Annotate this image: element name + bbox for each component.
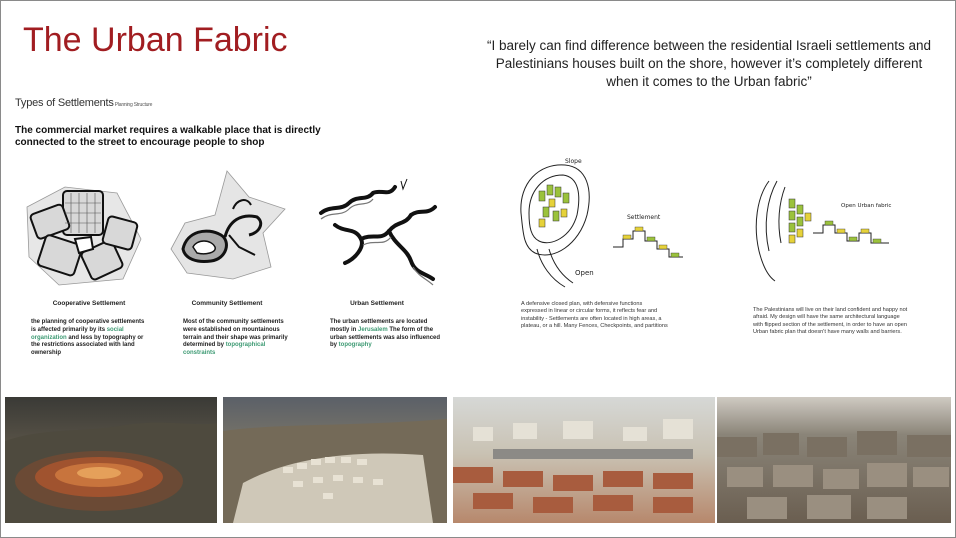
- text-part: The form of the urban settlements was also influenced by: [330, 326, 441, 349]
- settlement-description: [31, 319, 151, 358]
- text-part: the planning of cooperative settlements is affected primarily by its: [31, 319, 145, 333]
- dense-city-photo: [717, 397, 951, 523]
- highlight-text: topographical constraints: [183, 342, 266, 357]
- types-heading-main: Types of Settlements: [15, 97, 114, 109]
- sketch-description: A defensive closed plan, with defensive functions expressed in linear or circular forms, it reflects fear and instability - Settlements are often located in high areas, a plateau, or a hill. Many Fences, Checkpoints, and partitions: [521, 301, 668, 330]
- settlement-description: [330, 319, 444, 350]
- settlement-name: Urban Settlement: [350, 300, 404, 307]
- types-heading: [15, 97, 152, 109]
- highlight-text: Jerusalem: [358, 326, 388, 333]
- closed-plan-sketch: [513, 153, 697, 291]
- quote: “I barely can find difference between the residential Israeli settlements and Palestinians houses built on the shore, however it’s completely different when it comes to the Urban fabric”: [486, 38, 931, 89]
- city-wall-photo: [453, 397, 715, 523]
- settlement-hill-dusk-photo: [5, 397, 217, 523]
- highlight-text: topography: [338, 342, 372, 349]
- urban-settlement-diagram: [315, 175, 445, 293]
- intro-text: The commercial market requires a walkable place that is directly connected to the street to encourage people to shop: [15, 125, 321, 148]
- text-part: and less by topography or the restrictions associated with land ownership: [31, 334, 144, 357]
- community-settlement-diagram: [167, 169, 287, 285]
- types-heading-sub: Planning Structure: [114, 102, 153, 108]
- highlight-text: social organization: [31, 326, 124, 341]
- settlement-name: Cooperative Settlement: [52, 300, 126, 307]
- sketch-label: Open Urban fabric: [841, 203, 892, 209]
- text-part: The urban settlements are located mostly in: [330, 319, 428, 333]
- sketch-label: Slope: [565, 158, 582, 165]
- settlement-description: [183, 319, 299, 358]
- cooperative-settlement-diagram: [19, 179, 147, 291]
- slide-title: The Urban Fabric: [23, 21, 288, 59]
- sketch-description: The Palestinians will live on their land confident and happy not afraid. My design will have the same architectural language with flipped section of the settlement, in order to have an open Urban fabric plan that doesn't have many walls and barriers.: [753, 307, 908, 336]
- settlement-hillside-photo: [223, 397, 447, 523]
- text-part: Most of the community settlements were established on mountainous terrain and their shape was primarily determined by: [183, 319, 288, 349]
- open-plan-sketch: [749, 173, 909, 283]
- settlement-name: Community Settlement: [191, 300, 263, 307]
- sketch-label: Open: [575, 269, 594, 277]
- sketch-label: Settlement: [627, 214, 661, 221]
